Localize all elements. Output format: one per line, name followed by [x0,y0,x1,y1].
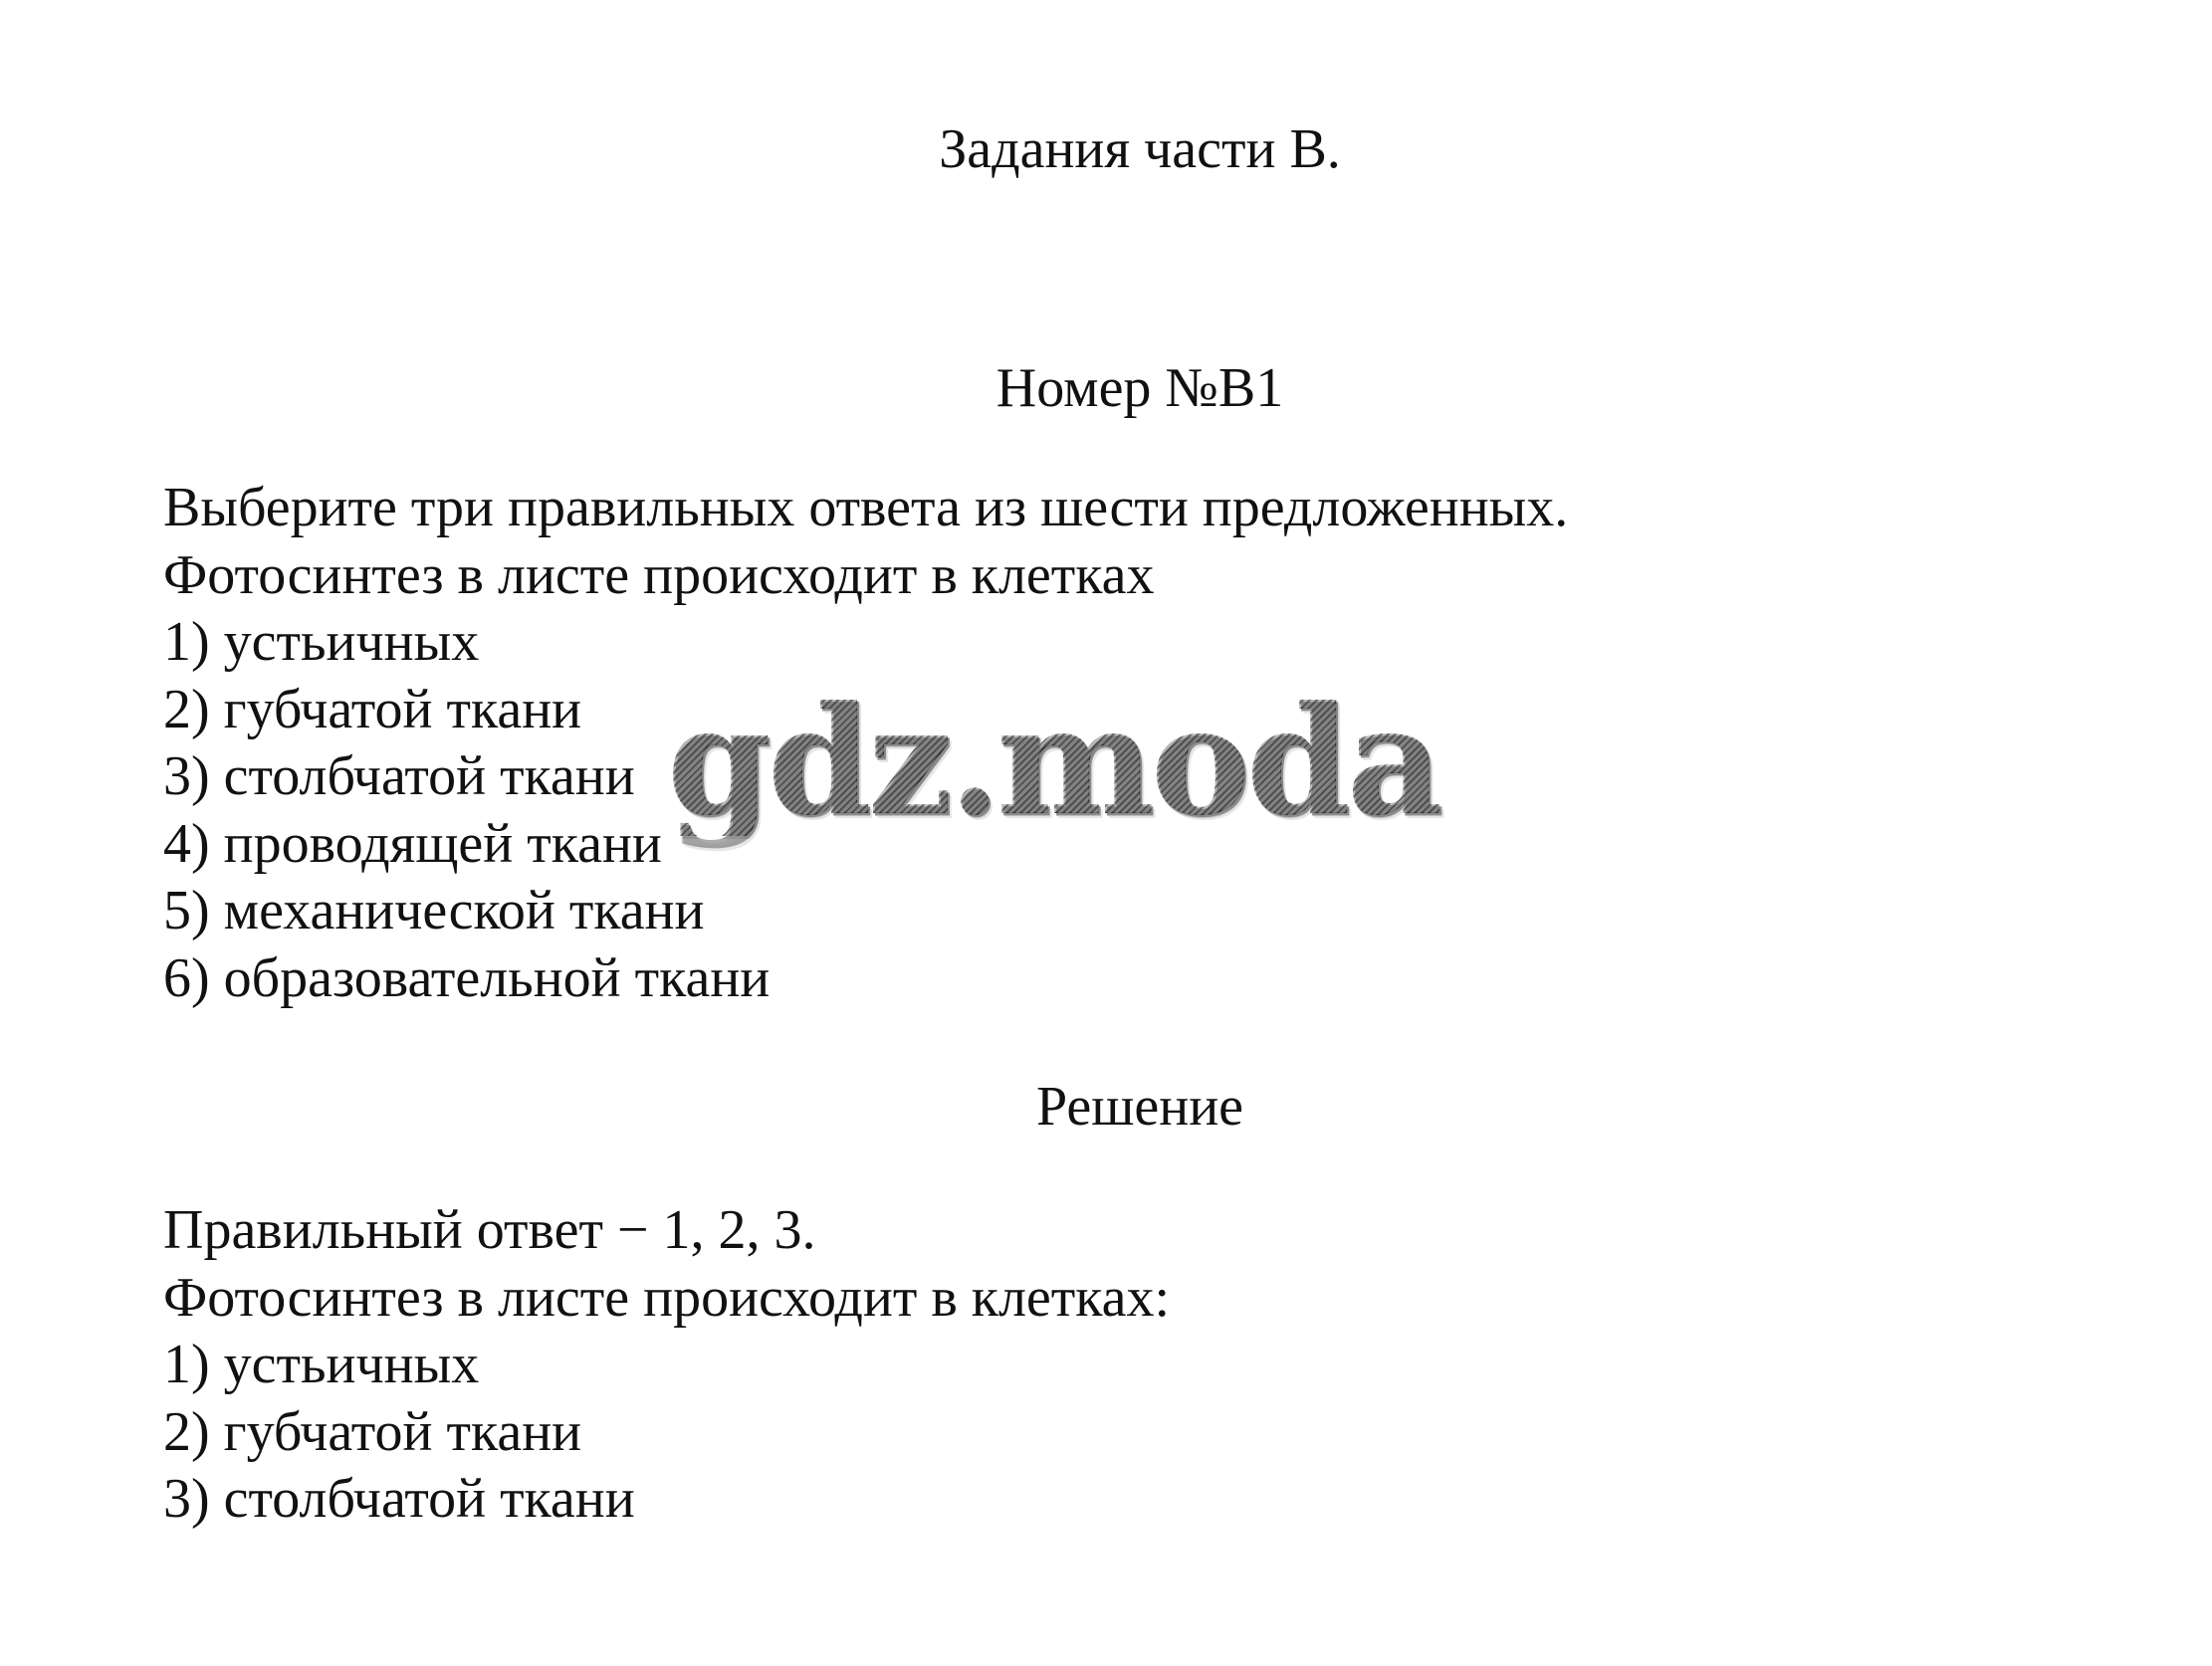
solution-item-3: 3) столбчатой ткани [163,1468,635,1530]
question-prompt: Выберите три правильных ответа из шести предложенных. [163,477,1569,538]
question-stem: Фотосинтез в листе происходит в клетках [163,543,1155,606]
answer-option-6: 6) образовательной ткани [163,946,771,1009]
question-block [163,475,1568,1012]
task-number: Номер №В1 [995,357,1284,419]
correct-answer: Правильный ответ − 1, 2, 3. [163,1199,816,1261]
watermark-logo: gdz.moda [667,674,1440,849]
solution-block [163,1197,1170,1534]
solution-item-2: 2) губчатой ткани [163,1400,582,1463]
answer-option-2: 2) губчатой ткани [163,678,582,740]
answer-option-3: 3) столбчатой ткани [163,745,635,807]
answer-option-4: 4) проводящей ткани [163,812,662,875]
solution-heading: Решение [1035,1076,1244,1138]
section-title: Задания части В. [939,118,1341,180]
solution-stem: Фотосинтез в листе происходит в клетках: [163,1266,1171,1329]
solution-item-1: 1) устьичных [163,1334,480,1395]
answer-option-1: 1) устьичных [163,611,480,673]
answer-option-5: 5) механической ткани [163,880,705,941]
